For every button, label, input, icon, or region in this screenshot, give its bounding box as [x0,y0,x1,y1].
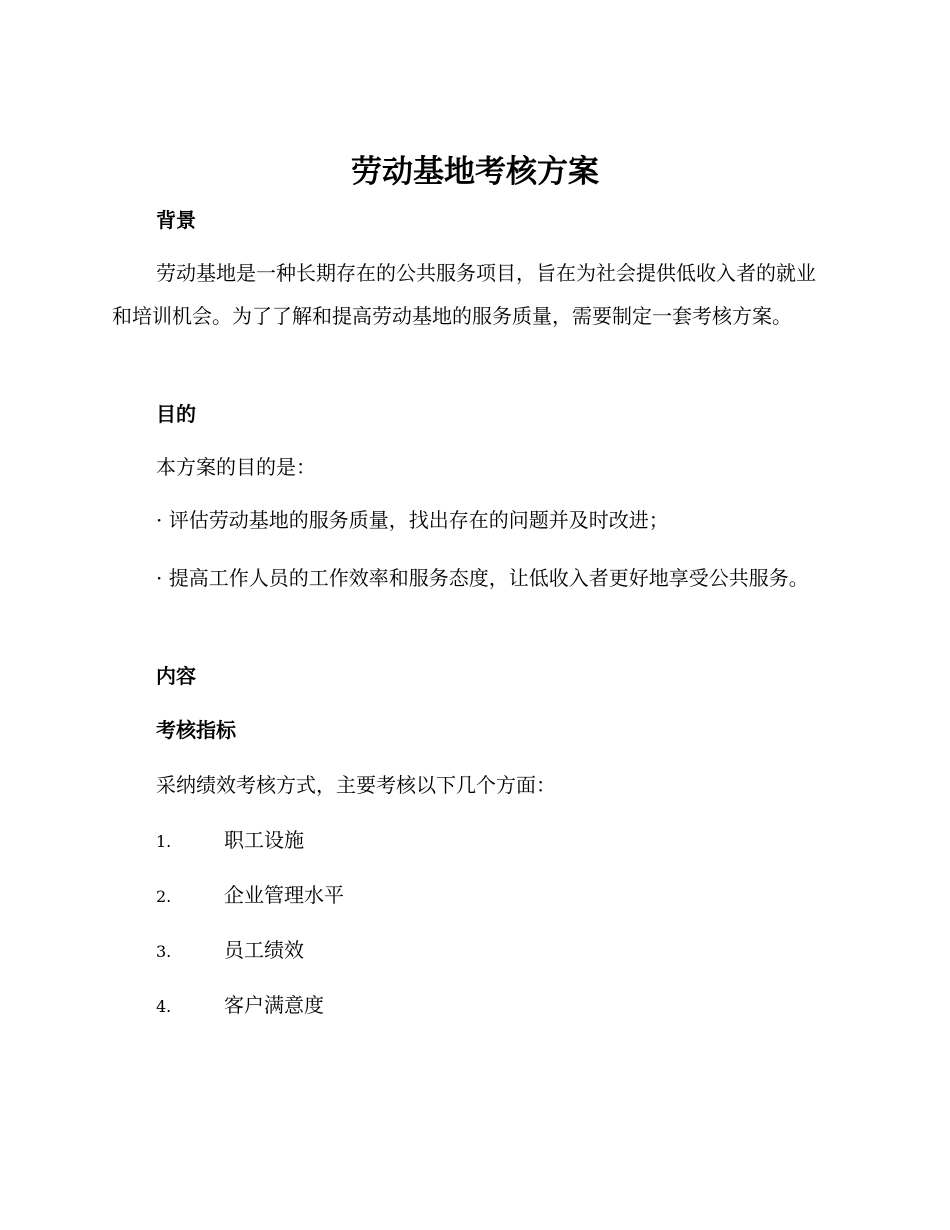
list-item-number: 4. [156,997,172,1016]
list-item-text: 职工设施 [224,828,304,852]
list-item-number: 3. [156,942,172,961]
section-heading-content: 内容 [156,664,196,688]
list-item-number: 1. [156,832,172,851]
list-item-text: 员工绩效 [224,938,304,962]
subheading-assessment-indicators: 考核指标 [156,718,236,742]
section-heading-background: 背景 [156,208,196,232]
list-item-number: 2. [156,887,172,906]
list-item-text: 企业管理水平 [224,883,344,907]
purpose-intro: 本方案的目的是： [156,455,316,479]
background-paragraph: 劳动基地是一种长期存在的公共服务项目，旨在为社会提供低收入者的就业和培训机会。为了了解和提高劳动基地的服务质量，需要制定一套考核方案。 [112,261,816,328]
list-item-text: 客户满意度 [224,993,324,1017]
section-heading-purpose: 目的 [156,402,196,426]
document-title: 劳动基地考核方案 [351,154,599,190]
purpose-bullet-1: · 评估劳动基地的服务质量，找出存在的问题并及时改进； [156,508,669,532]
content-intro: 采纳绩效考核方式，主要考核以下几个方面： [156,773,556,797]
purpose-bullet-2: · 提高工作人员的工作效率和服务态度，让低收入者更好地享受公共服务。 [156,566,809,590]
